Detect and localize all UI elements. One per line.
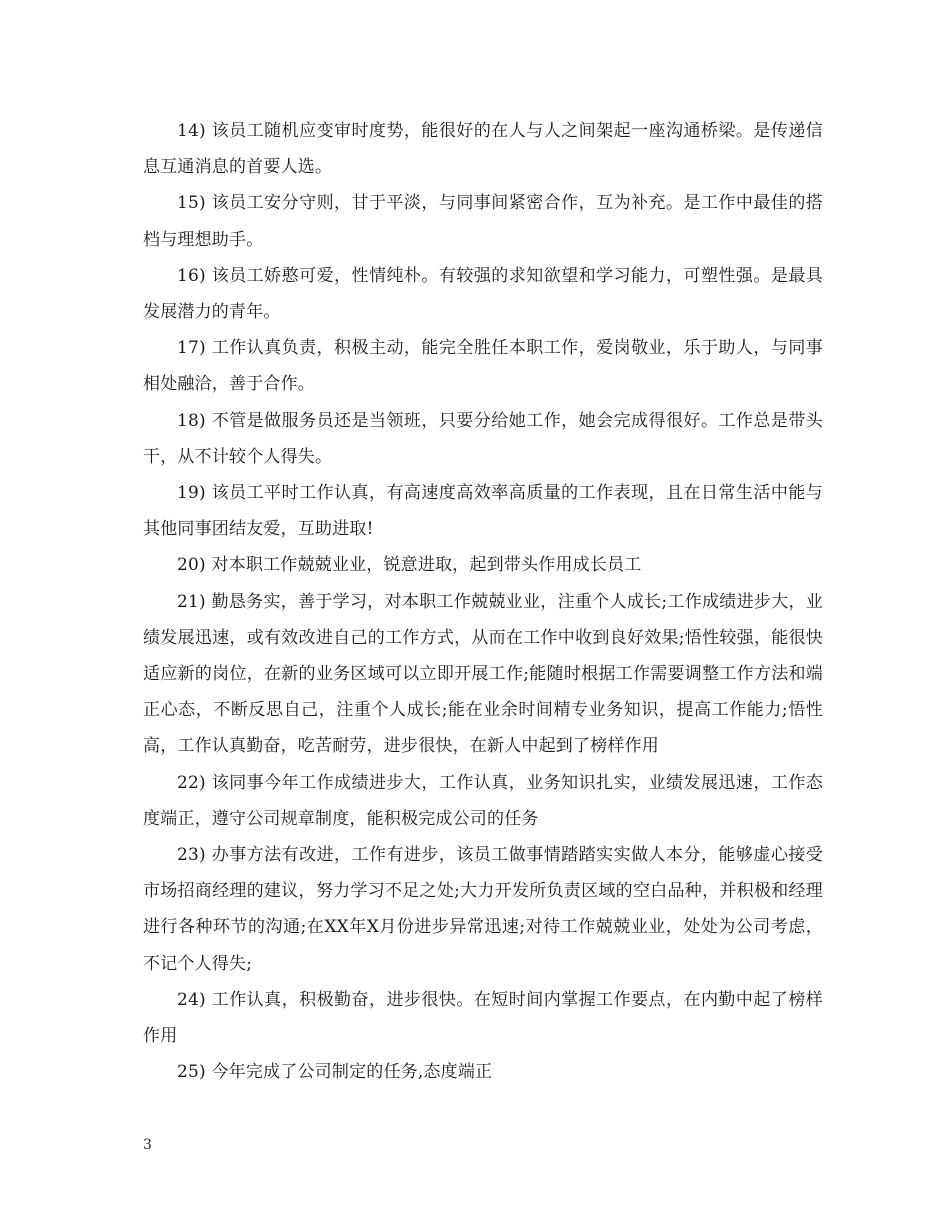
paragraph-22: 22) 该同事今年工作成绩进步大，工作认真，业务知识扎实，业绩发展迅速，工作态度端正，遵守公司规章制度，能积极完成公司的任务: [143, 772, 823, 829]
paragraph-18: 18) 不管是做服务员还是当领班，只要分给她工作，她会完成得很好。工作总是带头干，从不计较个人得失。: [143, 410, 823, 467]
paragraph-14: 14) 该员工随机应变审时度势，能很好的在人与人之间架起一座沟通桥梁。是传递信息互通消息的首要人选。: [143, 121, 823, 178]
document-body: [143, 113, 823, 1090]
paragraph-19: 19) 该员工平时工作认真，有高速度高效率高质量的工作表现，且在日常生活中能与其他同事团结友爱，互助进取!: [143, 483, 823, 540]
paragraph-23: 23) 办事方法有改进，工作有进步，该员工做事情踏踏实实做人本分，能够虚心接受市场招商经理的建议，努力学习不足之处;大力开发所负责区域的空白品种，并积极和经理进行各种环节的沟通;在XX年X月份进步异常迅速;对待工作兢兢业业，处处为公司考虑，不记个人得失;: [143, 845, 823, 974]
paragraph-17: 17) 工作认真负责，积极主动，能完全胜任本职工作，爱岗敬业，乐于助人，与同事相处融洽，善于合作。: [143, 338, 823, 395]
paragraph-16: 16) 该员工娇憨可爱，性情纯朴。有较强的求知欲望和学习能力，可塑性强。是最具发展潜力的青年。: [143, 265, 823, 323]
paragraph-24: 24) 工作认真，积极勤奋，进步很快。在短时间内掌握工作要点，在内勤中起了榜样作用: [143, 989, 823, 1047]
paragraph-25: 25) 今年完成了公司制定的任务,态度端正: [177, 1062, 493, 1083]
paragraph-20: 20) 对本职工作兢兢业业，锐意进取，起到带头作用成长员工: [177, 555, 642, 576]
paragraph-21: 21) 勤恳务实，善于学习，对本职工作兢兢业业，注重个人成长;工作成绩进步大，业绩发展迅速，或有效改进自己的工作方式，从而在工作中收到良好效果;悟性较强，能很快适应新的岗位，在新的业务区域可以立即开展工作;能随时根据工作需要调整工作方法和端正心态，不断反思自己，注重个人成长;能在业余时间精专业务知识，提高工作能力;悟性高，工作认真勤奋，吃苦耐劳，进步很快，在新人中起到了榜样作用: [143, 591, 823, 757]
page-number: 3: [143, 1137, 152, 1153]
paragraph-15: 15) 该员工安分守则，甘于平淡，与同事间紧密合作，互为补充。是工作中最佳的搭档与理想助手。: [143, 193, 823, 250]
